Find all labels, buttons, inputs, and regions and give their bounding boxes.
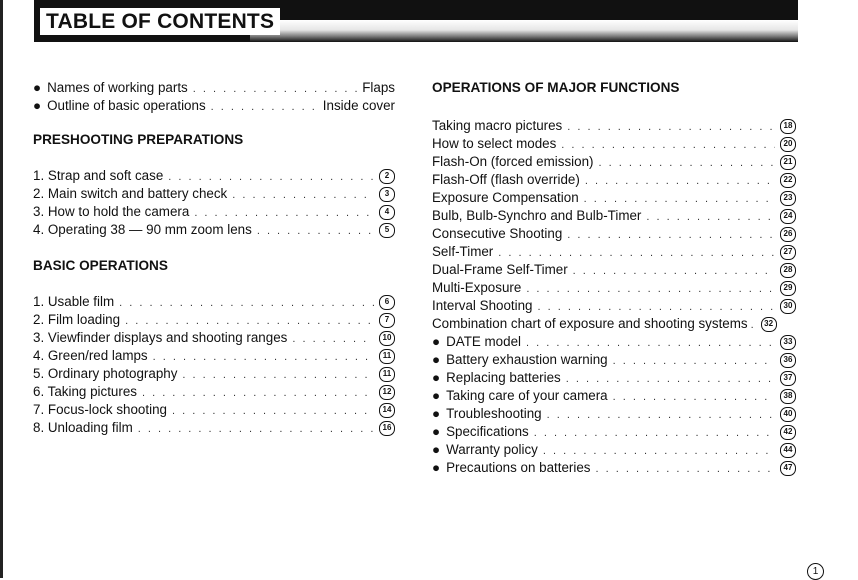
entry-label: 6. Taking pictures	[33, 384, 137, 399]
page-number-badge: 40	[780, 407, 796, 422]
entry-label: Flash-Off (flash override)	[432, 172, 580, 187]
entry-label: 2. Main switch and battery check	[33, 186, 228, 201]
leader-dots	[182, 366, 374, 384]
page-number-badge: 11	[379, 349, 395, 364]
leader-dots	[538, 298, 776, 316]
section-title: PRESHOOTING PREPARATIONS	[33, 132, 244, 147]
toc-entry[interactable]	[33, 185, 395, 203]
bullet-icon: ●	[432, 352, 441, 367]
bullet-icon: ●	[432, 370, 441, 385]
toc-entry[interactable]	[432, 315, 796, 333]
entry-label: Replacing batteries	[446, 370, 561, 385]
toc-entry[interactable]	[33, 97, 395, 115]
section-title: OPERATIONS OF MAJOR FUNCTIONS	[432, 80, 680, 95]
leader-dots	[646, 208, 775, 226]
page-number-badge: 6	[379, 295, 395, 310]
bullet-icon: ●	[432, 460, 441, 475]
toc-entry[interactable]	[432, 207, 796, 225]
leader-dots	[232, 186, 374, 204]
left-column	[33, 79, 395, 437]
entry-page: Flaps	[362, 80, 395, 95]
entry-label: Troubleshooting	[446, 406, 542, 421]
page-title: TABLE OF CONTENTS	[40, 8, 280, 35]
page-number-badge: 20	[780, 137, 796, 152]
toc-entry[interactable]	[432, 153, 796, 171]
page-number-badge: 44	[780, 443, 796, 458]
entry-label: 2. Film loading	[33, 312, 121, 327]
toc-entry[interactable]	[432, 333, 796, 351]
bullet-icon: ●	[33, 98, 42, 113]
leader-dots	[613, 352, 775, 370]
entry-label: Multi-Exposure	[432, 280, 522, 295]
entry-label: 1. Usable film	[33, 294, 115, 309]
leader-dots	[566, 370, 775, 388]
bullet-icon: ●	[432, 424, 441, 439]
toc-entry[interactable]	[33, 401, 395, 419]
page-number-badge: 24	[780, 209, 796, 224]
page-number-badge: 22	[780, 173, 796, 188]
entry-label: DATE model	[446, 334, 522, 349]
right-column	[432, 79, 796, 477]
page-number-badge: 42	[780, 425, 796, 440]
page-number-badge: 29	[780, 281, 796, 296]
leader-dots	[598, 154, 775, 172]
preshooting-list	[33, 167, 395, 239]
leader-dots	[543, 442, 775, 460]
leader-dots	[193, 80, 358, 98]
toc-entry[interactable]	[33, 383, 395, 401]
page-number-badge: 33	[780, 335, 796, 350]
page-number-badge: 37	[780, 371, 796, 386]
entry-label: Precautions on batteries	[446, 460, 591, 475]
toc-entry[interactable]	[33, 311, 395, 329]
leader-dots	[573, 262, 775, 280]
entry-label: Dual-Frame Self-Timer	[432, 262, 568, 277]
toc-entry[interactable]	[432, 405, 796, 423]
leader-dots	[561, 136, 775, 154]
page-number-badge: 23	[780, 191, 796, 206]
toc-entry[interactable]	[432, 279, 796, 297]
entry-label: How to select modes	[432, 136, 557, 151]
page-number-badge: 27	[780, 245, 796, 260]
leader-dots	[292, 330, 374, 348]
entry-label: Names of working parts	[47, 80, 188, 95]
leader-dots	[153, 348, 374, 366]
toc-entry[interactable]	[33, 79, 395, 97]
page-number-badge: 10	[379, 331, 395, 346]
leader-dots	[172, 402, 374, 420]
entry-label: Flash-On (forced emission)	[432, 154, 594, 169]
entry-label: Taking care of your camera	[446, 388, 608, 403]
page-number-badge: 28	[780, 263, 796, 278]
page-number: 1	[807, 563, 824, 580]
toc-entry[interactable]	[33, 347, 395, 365]
leader-dots	[526, 334, 775, 352]
entry-label: 4. Operating 38 — 90 mm zoom lens	[33, 222, 252, 237]
bullet-icon: ●	[432, 334, 441, 349]
leader-dots	[119, 294, 374, 312]
page-number-badge: 32	[761, 317, 777, 332]
entry-label: Bulb, Bulb-Synchro and Bulb-Timer	[432, 208, 642, 223]
bullet-icon: ●	[432, 388, 441, 403]
page-number-badge: 30	[780, 299, 796, 314]
entry-label: 1. Strap and soft case	[33, 168, 164, 183]
leader-dots	[596, 460, 775, 478]
toc-entry[interactable]	[33, 221, 395, 239]
toc-entry[interactable]	[432, 297, 796, 315]
entry-label: Exposure Compensation	[432, 190, 579, 205]
toc-entry[interactable]	[432, 423, 796, 441]
toc-entry[interactable]	[33, 167, 395, 185]
leader-dots	[125, 312, 374, 330]
leader-dots	[498, 244, 775, 262]
page-number-badge: 16	[379, 421, 395, 436]
page-number-badge: 5	[379, 223, 395, 238]
entry-label: Warranty policy	[446, 442, 538, 457]
page-number-badge: 47	[780, 461, 796, 476]
leader-dots	[257, 222, 374, 240]
leader-dots	[526, 280, 775, 298]
toc-entry[interactable]	[432, 369, 796, 387]
toc-entry[interactable]	[432, 117, 796, 135]
major-list	[432, 117, 796, 477]
bullet-icon: ●	[432, 406, 441, 421]
leader-dots	[534, 424, 775, 442]
entry-label: Specifications	[446, 424, 529, 439]
leader-dots	[168, 168, 374, 186]
leader-dots	[567, 118, 775, 136]
toc-entry[interactable]	[432, 351, 796, 369]
basic-list	[33, 293, 395, 437]
section-title: BASIC OPERATIONS	[33, 258, 168, 273]
leader-dots	[751, 316, 757, 334]
leader-dots	[211, 98, 318, 116]
entry-label: 3. How to hold the camera	[33, 204, 190, 219]
entry-label: 3. Viewfinder displays and shooting ranges	[33, 330, 288, 345]
entry-label: Taking macro pictures	[432, 118, 563, 133]
entry-page: Inside cover	[322, 98, 395, 113]
entry-label: Outline of basic operations	[47, 98, 206, 113]
page-number-badge: 11	[379, 367, 395, 382]
intro-list	[33, 79, 395, 115]
page-number-badge: 36	[780, 353, 796, 368]
page-number-badge: 38	[780, 389, 796, 404]
leader-dots	[584, 190, 775, 208]
page-number-badge: 14	[379, 403, 395, 418]
entry-label: Interval Shooting	[432, 298, 533, 313]
entry-label: Combination chart of exposure and shooting systems	[432, 316, 748, 331]
toc-entry[interactable]	[33, 365, 395, 383]
entry-label: 7. Focus-lock shooting	[33, 402, 167, 417]
entry-label: 4. Green/red lamps	[33, 348, 148, 363]
toc-entry[interactable]	[432, 135, 796, 153]
page-number-badge: 4	[379, 205, 395, 220]
page-number-badge: 3	[379, 187, 395, 202]
leader-dots	[142, 384, 374, 402]
toc-entry[interactable]	[432, 387, 796, 405]
leader-dots	[613, 388, 775, 406]
bullet-icon: ●	[33, 80, 42, 95]
toc-entry[interactable]	[432, 441, 796, 459]
page-number-badge: 12	[379, 385, 395, 400]
toc-entry[interactable]	[432, 189, 796, 207]
bullet-icon: ●	[432, 442, 441, 457]
toc-entry[interactable]	[33, 329, 395, 347]
leader-dots	[567, 226, 775, 244]
toc-entry[interactable]	[33, 419, 395, 437]
entry-label: Consecutive Shooting	[432, 226, 563, 241]
toc-entry[interactable]	[432, 243, 796, 261]
entry-label: 5. Ordinary photography	[33, 366, 178, 381]
entry-label: 8. Unloading film	[33, 420, 133, 435]
toc-entry[interactable]	[432, 261, 796, 279]
toc-entry[interactable]	[432, 459, 796, 477]
page-number-badge: 26	[780, 227, 796, 242]
entry-label: Self-Timer	[432, 244, 494, 259]
toc-entry[interactable]	[33, 293, 395, 311]
entry-label: Battery exhaustion warning	[446, 352, 608, 367]
leader-dots	[138, 420, 374, 438]
toc-entry[interactable]	[432, 225, 796, 243]
page-number-badge: 21	[780, 155, 796, 170]
leader-dots	[585, 172, 775, 190]
scan-edge	[0, 0, 3, 578]
toc-entry[interactable]	[33, 203, 395, 221]
page-number-badge: 18	[780, 119, 796, 134]
page-number-badge: 7	[379, 313, 395, 328]
page-number-badge: 2	[379, 169, 395, 184]
leader-dots	[194, 204, 374, 222]
toc-entry[interactable]	[432, 171, 796, 189]
header-gradient	[250, 20, 798, 42]
leader-dots	[547, 406, 775, 424]
